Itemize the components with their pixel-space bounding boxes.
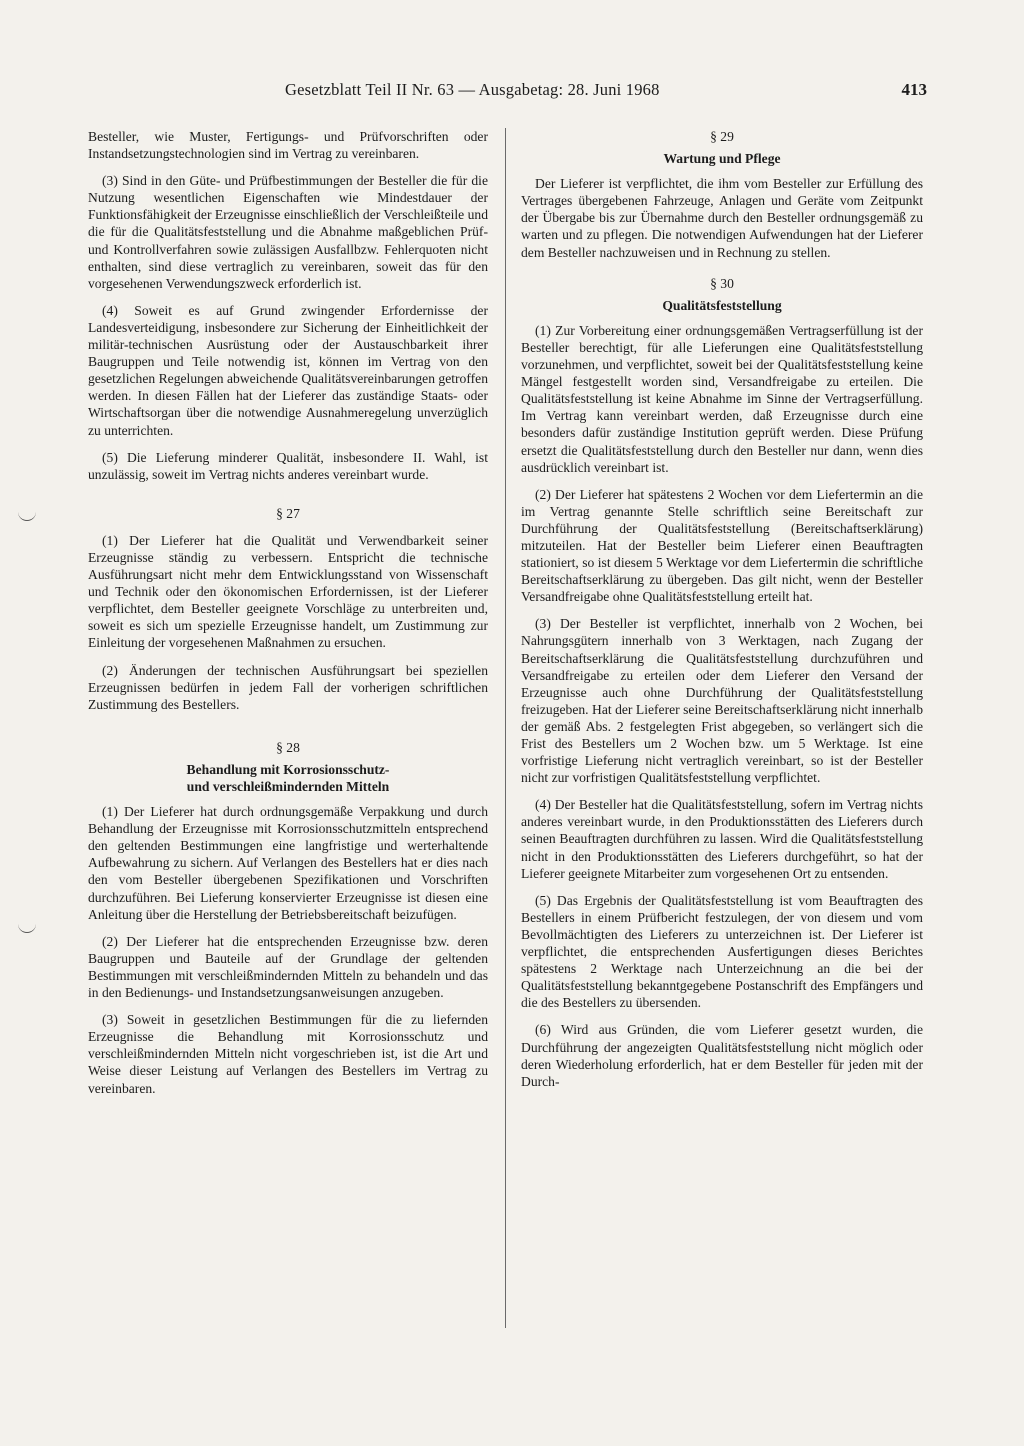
page-header — [285, 80, 1005, 104]
paragraph: (2) Der Lieferer hat spätestens 2 Wochen vor dem Liefertermin an die im Vertrag genannte Stelle schriftlich seine Bereitschaft zur Durchführung der Qualitätsfeststellung (Bereitschaftserklärung) mitzuteilen. Hat der Besteller beim Lieferer einen Beauftragten stationiert, so ist diesem 5 Werktage vor dem Liefertermin die schriftliche Bereitschaftserklärung zu übergeben. Das gilt nicht, wenn der Besteller Versandfreigabe ohne Qualitätsfeststellung erteilt hat. — [521, 486, 923, 605]
paragraph: (4) Soweit es auf Grund zwingender Erfordernisse der Landesverteidigung, insbesondere zur Sicherung der Einheitlichkeit der militär-technischen Ausrüstung oder der Austauschbarkeit ihrer Baugruppen und Teile notwendig ist, können im Vertrag von den gesetzlichen Regelungen abweichende Qualitätsvereinbarungen getroffen werden. In diesen Fällen hat der Lieferer das zuständige Staats- oder Wirtschaftsorgan über die notwendige Ausnahmeregelung unverzüglich zu unterrichten. — [88, 302, 488, 438]
section-heading-29: § 29 — [710, 129, 734, 144]
paragraph: (3) Soweit in gesetzlichen Bestimmungen für die zu liefernden Erzeugnisse die Behandlung mit Korrosionsschutz und verschleißmindernden Mitteln nicht vorgeschrieben ist, ist die Art und Weise dieser Leistung auf Verlangen des Bestellers im Vertrag zu vereinbaren. — [88, 1012, 488, 1096]
column-divider — [505, 128, 506, 1328]
section-title-30: Qualitätsfeststellung — [662, 297, 782, 313]
section-heading-27: § 27 — [276, 505, 300, 521]
section-heading-30: § 30 — [710, 275, 734, 291]
paragraph: Der Lieferer ist verpflichtet, die ihm vom Besteller zur Erfüllung des Vertrages übergebenen Fahrzeuge, Anlagen und Geräte vom Zeitpunkt der Übergabe bis zur Übernahme durch den Besteller ordnungsgemäß zu warten und zu pflegen. Die notwendigen Aufwendungen hat der Lieferer dem Besteller nachzuweisen und in Rechnung zu stellen. — [521, 176, 923, 260]
section-heading-28: § 28 — [276, 739, 300, 755]
paragraph: (1) Der Lieferer hat durch ordnungsgemäße Verpakkung und durch Behandlung der Erzeugnisse mit Korrosionsschutzmitteln entsprechend den geltenden Bestimmungen eine langfristige und werterhaltende Aufbewahrung zu sichern. Auf Verlangen des Bestellers hat er dies nach den vom Besteller übergebenen Spezifikationen und Vorschriften durchzuführen. Bei Lieferung konservierter Erzeugnisse ist diesen eine Anleitung über die Herstellung der Betriebsbereitschaft beizufügen. — [88, 804, 488, 922]
left-column — [88, 128, 488, 1107]
paragraph: (1) Zur Vorbereitung einer ordnungsgemäßen Vertragserfüllung ist der Besteller berechtigt, für alle Lieferungen eine Qualitätsfeststellung vorzunehmen, und verpflichtet, soweit bei der Qualitätsfeststellung keine Mängel festgestellt worden sind, Versandfreigabe zu erteilen. Die Qualitätsfeststellung ist keine Abnahme im Sinne der Vertragserfüllung. Im Vertrag kann vereinbart werden, daß Erzeugnisse durch eine besonders dafür zuständige Institution geprüft werden. Diese Prüfung ersetzt die Qualitätsfeststellung durch den Besteller nur dann, wenn dies ausdrücklich vereinbart ist. — [521, 322, 923, 475]
paragraph: (5) Die Lieferung minderer Qualität, insbesondere II. Wahl, ist unzulässig, soweit im Vertrag nichts anderes vereinbart wurde. — [88, 449, 488, 482]
section-title-28-line1: Behandlung mit Korrosionsschutz- — [186, 761, 390, 777]
right-column — [521, 128, 923, 1100]
paragraph: (2) Änderungen der technischen Ausführungsart bei speziellen Erzeugnissen bedürfen in jedem Fall der vorherigen schriftlichen Zustimmung des Bestellers. — [88, 662, 488, 712]
paragraph: Besteller, wie Muster, Fertigungs- und Prüfvorschriften oder Instandsetzungstechnologien sind im Vertrag zu vereinbaren. — [88, 129, 488, 162]
paragraph: (3) Sind in den Güte- und Prüfbestimmungen der Besteller die für die Nutzung wesentlichen Eigenschaften wie Mindestdauer der Funktionsfähigkeit der Erzeugnisse einschließlich der Verschleißteile und die für die Qualitätsfeststellung und die Abnahme maßgeblichen Prüf- und Kontrollverfahren sowie zulässigen Ausfallbzw. Fehlerquoten nicht enthalten, sind diese vertraglich zu vereinbaren, soweit das für den vorgesehenen Verwendungszweck erforderlich ist. — [88, 173, 488, 291]
margin-mark — [18, 508, 36, 521]
margin-mark — [18, 920, 36, 933]
page-number: 413 — [901, 80, 927, 99]
header-title: Gesetzblatt Teil II Nr. 63 — Ausgabetag: 28. Juni 1968 — [285, 80, 660, 99]
paragraph: (1) Der Lieferer hat die Qualität und Verwendbarkeit seiner Erzeugnisse ständig zu verbessern. Entspricht die technische Ausführungsart nicht mehr dem Entwicklungsstand von Wissenschaft und Technik oder den ökonomischen Erfordernissen, ist der Lieferer verpflichtet, dem Besteller geeignete Vorschläge zu unterbreiten und, soweit es sich um spezielle Erzeugnisse handelt, um Zustimmung zur Einleitung der vorgesehenen Maßnahmen zu ersuchen. — [88, 532, 488, 651]
section-title-28-line2: und verschleißmindernden Mitteln — [186, 779, 390, 794]
paragraph: (4) Der Besteller hat die Qualitätsfeststellung, sofern im Vertrag nichts anderes vereinbart wurde, in den Produktionsstätten des Lieferers durch seinen Beauftragten durchführen zu lassen. Wird die Qualitätsfeststellung nicht in den Produktionsstätten des Lieferers durchgeführt, so hat der Lieferer geeignete Mitarbeiter zum vorgesehenen Ort zu entsenden. — [521, 797, 923, 881]
section-title-29: Wartung und Pflege — [663, 151, 781, 167]
paragraph: (6) Wird aus Gründen, die vom Lieferer gesetzt wurden, die Durchführung der angezeigten Qualitätsfeststellung nicht möglich oder deren Wiederholung erforderlich, hat er dem Besteller für jeden mit der Durch- — [521, 1022, 923, 1089]
paragraph: (2) Der Lieferer hat die entsprechenden Erzeugnisse bzw. deren Baugruppen und Bauteile auf der Grundlage der geltenden Bestimmungen mit verschleißmindernden Mitteln zu behandeln und das in den Bedienungs- und Instandsetzungsanweisungen anzugeben. — [88, 933, 488, 1001]
paragraph: (5) Das Ergebnis der Qualitätsfeststellung ist vom Beauftragten des Bestellers in einem Prüfbericht festzulegen, der von diesem und vom Bevollmächtigten des Lieferers zu unterzeichnen ist. Der Lieferer ist verpflichtet, die entsprechenden Ausfertigungen dieses Berichtes spätestens 2 Werktage nach Unterzeichnung an die bei der Qualitätsfeststellung bekanntgegebene Postanschrift des Empfängers und die des Bestellers zu übersenden. — [521, 892, 923, 1011]
paragraph: (3) Der Besteller ist verpflichtet, innerhalb von 2 Wochen, bei Nahrungsgütern innerhalb von 3 Werktagen, nach Zugang der Bereitschaftserklärung die Qualitätsfeststellung durchzuführen und Versandfreigabe zu erteilen oder dem Lieferer den Versand der Erzeugnisse auch ohne Durchführung der Qualitätsfeststellung freizugeben. Hat der Lieferer seine Bereitschaftserklärung nicht innerhalb der gemäß Abs. 2 festgelegten Frist abgegeben, so verlängert sich die Frist des Bestellers um 2 Wochen bzw. um 5 Werktage. Ist eine vorfristige Lieferung nicht vertraglich vereinbart, so ist der Besteller nicht zur vorfristigen Qualitätsfeststellung verpflichtet. — [521, 616, 923, 786]
